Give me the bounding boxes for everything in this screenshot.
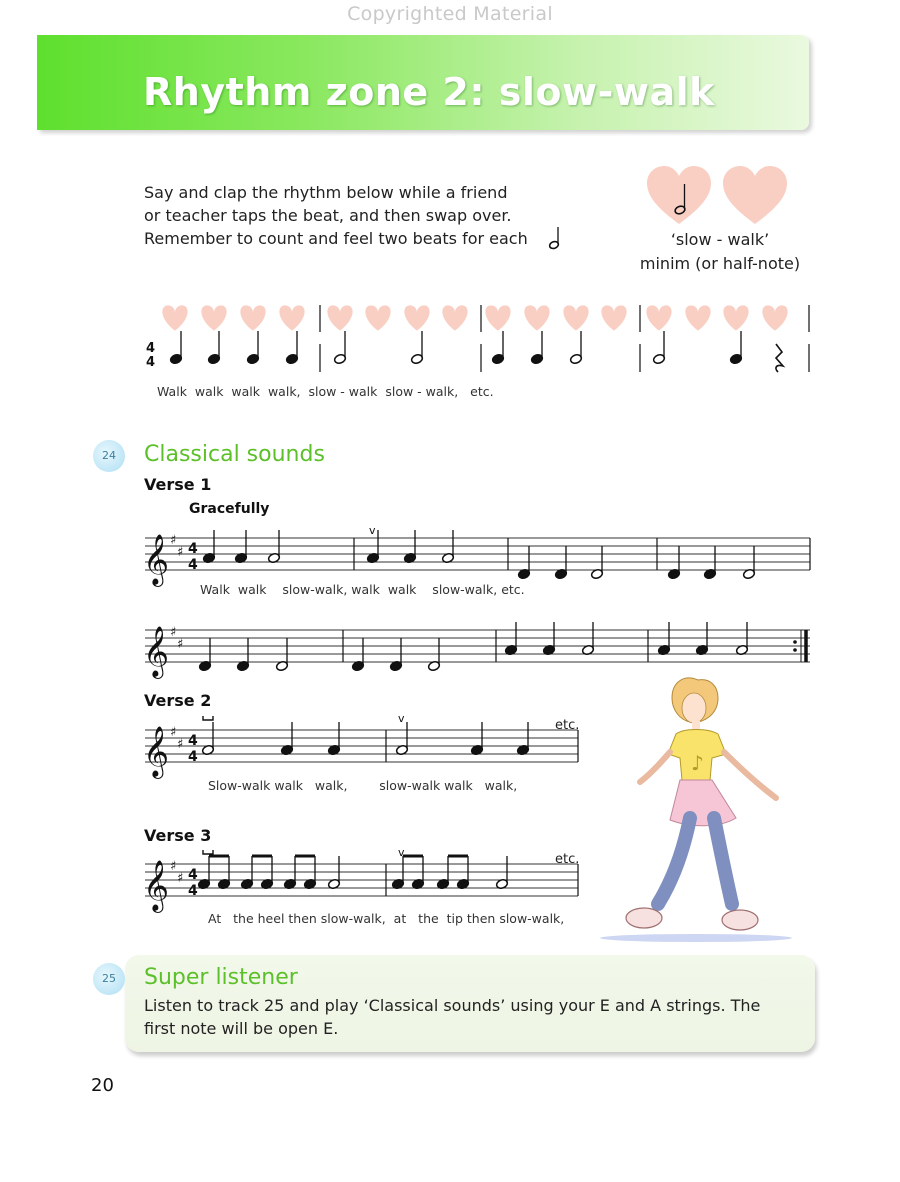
- heart-icon: [647, 166, 711, 224]
- verse-2-label: Verse 2: [144, 691, 212, 710]
- heart-icon: [524, 305, 549, 330]
- treble-clef-icon: 𝄞: [143, 534, 170, 585]
- down-bow-icon: [203, 716, 213, 720]
- heart-icon: [327, 305, 352, 330]
- time-signature-bottom: 4: [188, 749, 198, 765]
- time-signature-bottom: 4: [146, 355, 156, 370]
- verse-1-label: Verse 1: [144, 475, 212, 494]
- rhythm-lyrics: Walk walk walk walk, slow - walk slow - walk, etc.: [157, 384, 494, 399]
- sharp-icon: ♯: [177, 737, 184, 752]
- verse-2-lyrics: Slow-walk walk walk, slow-walk walk walk,: [208, 778, 518, 793]
- verse-3-lyrics: At the heel then slow-walk, at the tip then slow-walk,: [208, 911, 565, 926]
- heart-icon: [723, 305, 748, 330]
- heart-icon: [240, 305, 265, 330]
- down-bow-icon: [203, 850, 213, 854]
- copyright-watermark: Copyrighted Material: [347, 3, 553, 25]
- super-listener-title: Super listener: [144, 965, 298, 990]
- walking-girl-illustration: [600, 668, 800, 948]
- heart-icon: [279, 305, 304, 330]
- crotchet-rest: [776, 344, 783, 372]
- verse-2-etc: etc.: [555, 718, 580, 733]
- minim-legend-hearts: [647, 166, 797, 226]
- heart-icon: [485, 305, 510, 330]
- time-signature-top: 4: [188, 541, 198, 557]
- sharp-icon: ♯: [177, 637, 184, 652]
- track-24-badge: 24: [93, 440, 125, 472]
- time-signature-top: 4: [188, 733, 198, 749]
- super-listener-line-1: Listen to track 25 and play ‘Classical sounds’ using your E and A strings. The: [144, 996, 761, 1015]
- verse-1-lyrics: Walk walk slow-walk, walk walk slow-walk, etc.: [200, 582, 525, 597]
- treble-clef-icon: 𝄞: [143, 626, 170, 677]
- minim-legend-label: [620, 228, 820, 276]
- sharp-icon: ♯: [170, 859, 177, 874]
- verse-3-etc: etc.: [555, 852, 580, 867]
- sharp-icon: ♯: [177, 545, 184, 560]
- intro-line-3: [144, 227, 528, 250]
- intro-line-3-text: Remember to count and feel two beats for each: [144, 229, 528, 248]
- up-bow-icon: v: [398, 712, 405, 725]
- time-signature-bottom: 4: [188, 883, 198, 899]
- super-listener-text: [144, 994, 809, 1040]
- heart-icon: [442, 305, 467, 330]
- svg-text:♪: ♪: [691, 751, 704, 775]
- heart-icon: [563, 305, 588, 330]
- minim-legend-line-1: ‘slow - walk’: [670, 230, 770, 249]
- treble-clef-icon: 𝄞: [143, 860, 170, 911]
- verse-3-staff: [140, 846, 590, 916]
- page-number: 20: [91, 1075, 114, 1096]
- time-signature-top: 4: [146, 341, 156, 356]
- heart-icon: [646, 305, 671, 330]
- heart-icon: [762, 305, 787, 330]
- heart-icon: [162, 305, 187, 330]
- treble-clef-icon: 𝄞: [143, 726, 170, 777]
- sharp-icon: ♯: [177, 871, 184, 886]
- repeat-dot: [793, 648, 797, 652]
- classical-sounds-title: Classical sounds: [144, 442, 325, 467]
- verse-3-label: Verse 3: [144, 826, 212, 845]
- heart-icon: [685, 305, 710, 330]
- sharp-icon: ♯: [170, 625, 177, 640]
- verse-2-staff: [140, 712, 590, 782]
- rhythm-exercise: [140, 302, 840, 372]
- sharp-icon: ♯: [170, 725, 177, 740]
- minim-legend-line-2: minim (or half-note): [639, 254, 801, 273]
- time-signature-top: 4: [188, 867, 198, 883]
- verse-1-staff-line-1: [140, 520, 820, 590]
- page-title: Rhythm zone 2: slow-walk: [143, 70, 715, 114]
- tempo-marking: Gracefully: [189, 501, 270, 517]
- heart-icon: [201, 305, 226, 330]
- heart-icon: [404, 305, 429, 330]
- heart-icon: [365, 305, 390, 330]
- up-bow-icon: v: [398, 846, 405, 859]
- minim-inline-icon: [549, 226, 563, 250]
- intro-line-2: or teacher taps the beat, and then swap over.: [144, 206, 512, 225]
- heart-icon: [723, 166, 787, 224]
- up-bow-icon: v: [369, 524, 376, 537]
- intro-paragraph: [144, 181, 528, 250]
- intro-line-1: Say and clap the rhythm below while a friend: [144, 183, 508, 202]
- repeat-dot: [793, 640, 797, 644]
- heart-icon: [601, 305, 626, 330]
- track-25-badge: 25: [93, 963, 125, 995]
- super-listener-line-2: first note will be open E.: [144, 1019, 339, 1038]
- sharp-icon: ♯: [170, 533, 177, 548]
- time-signature-bottom: 4: [188, 557, 198, 573]
